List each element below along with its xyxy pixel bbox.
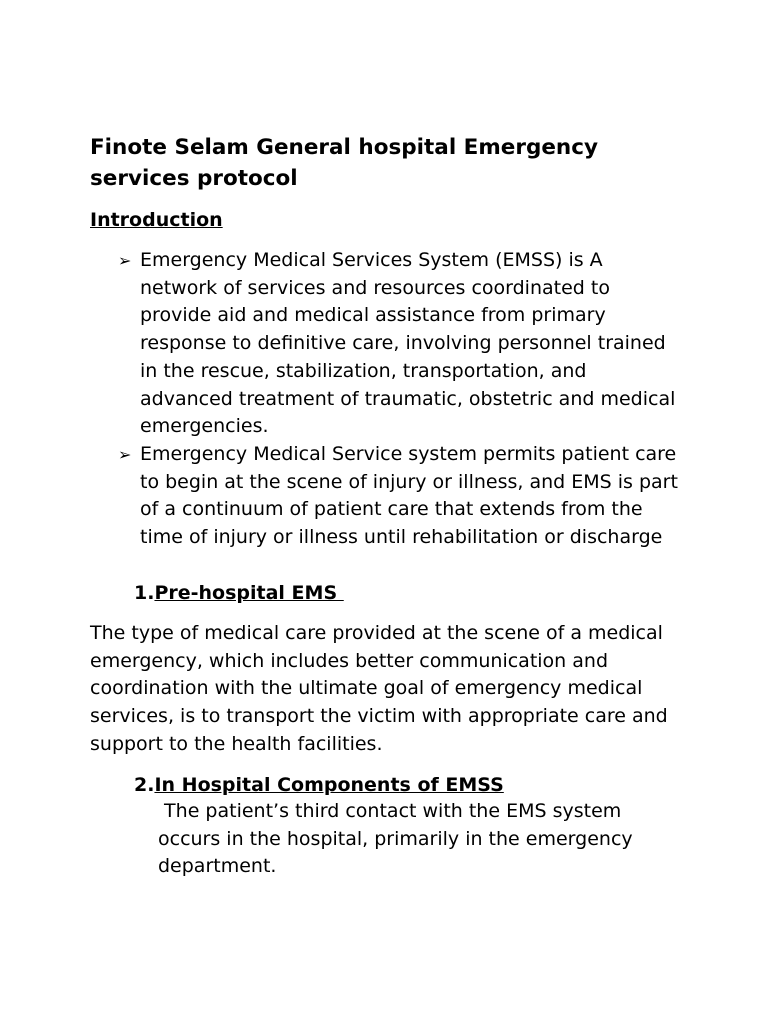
- section-number: 1.: [134, 582, 155, 604]
- arrow-bullet-icon: ➢: [118, 251, 132, 270]
- section-heading-pre-hospital: [134, 579, 344, 607]
- bullet-text: Emergency Medical Service system permits patient care to begin at the scene of injury or illness, and EMS is part of a continuum of patient care that extends from the time of injury or illness until rehabilitation or discharge: [140, 442, 678, 549]
- introduction-bullet-list: [118, 247, 678, 552]
- section-number: 2.: [134, 774, 155, 796]
- bullet-item: [118, 441, 678, 552]
- arrow-bullet-icon: ➢: [118, 444, 132, 464]
- section-heading-in-hospital: [134, 771, 504, 799]
- in-hospital-paragraph: The patient’s third contact with the EMS system occurs in the hospital, primarily in the emergency department.: [158, 800, 639, 878]
- pre-hospital-paragraph: The type of medical care provided at the scene of a medical emergency, which includes better communication and coordination with the ultimate goal of emergency medical services, is to transport the victim with appropriate care and support to the health facilities.: [90, 622, 668, 755]
- section-heading-text: In Hospital Components of EMSS: [154, 774, 504, 796]
- document-title: Finote Selam General hospital Emergency services protocol: [90, 135, 598, 191]
- bullet-item: [118, 247, 678, 441]
- introduction-heading: Introduction: [90, 209, 223, 231]
- bullet-text: Emergency Medical Services System (EMSS) is A network of services and resources coordinated to provide aid and medical assistance from primary response to definitive care, involving personnel trained in the rescue, stabilization, transportation, and advanced treatment of traumatic, obstetric and medical emergencies.: [140, 249, 676, 438]
- section-heading-text: Pre-hospital EMS: [154, 582, 344, 604]
